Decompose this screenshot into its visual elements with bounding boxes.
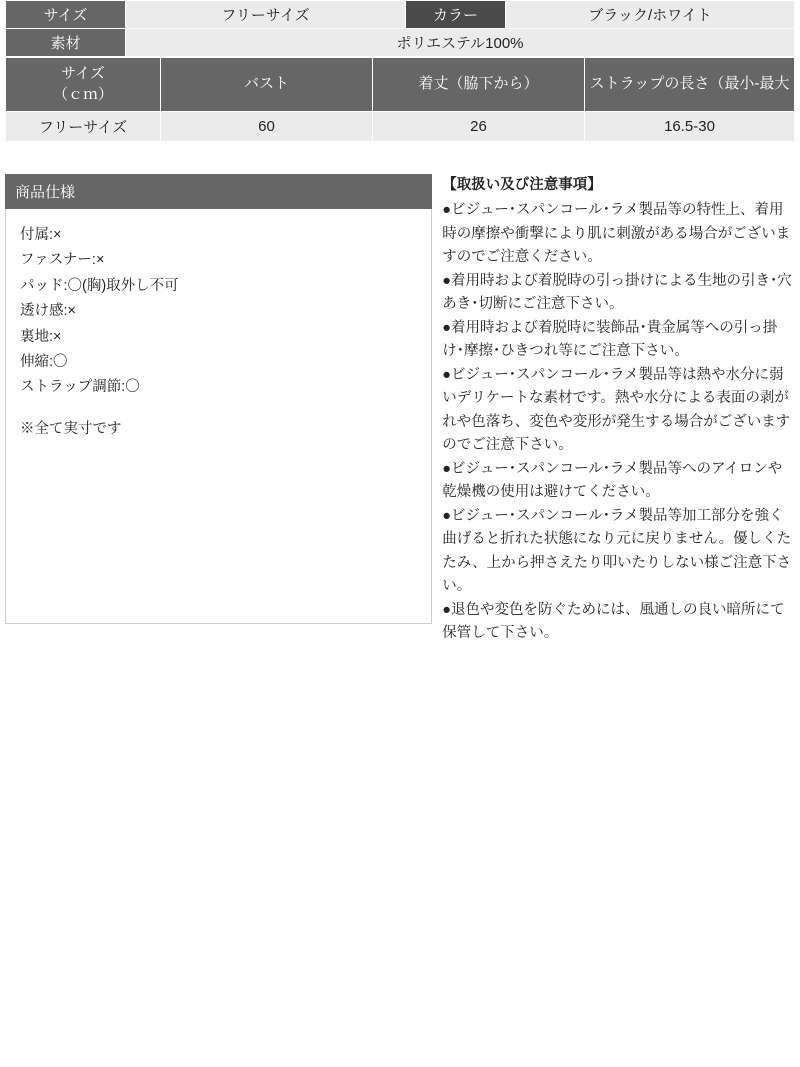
measurement-size-value: フリーサイズ	[6, 112, 161, 142]
material-value-cell: ポリエステル100%	[126, 29, 795, 57]
basic-spec-table	[5, 0, 795, 57]
measurement-size-header	[6, 58, 161, 112]
size-value-cell: フリーサイズ	[126, 1, 406, 29]
care-instructions-panel	[442, 174, 795, 646]
care-instructions-title: 【取扱い及び注意事項】	[442, 177, 602, 193]
actual-measurement-note: ※全て実寸です	[20, 420, 122, 437]
strap-length-value: 16.5-30	[585, 112, 795, 142]
strap-length-header: ストラップの長さ（最小-最大	[585, 58, 795, 112]
list-item: ストラップ調節:〇	[20, 379, 140, 396]
list-item: ●ビジュー･スパンコール･ラメ製品等加工部分を強く曲げると折れた状態になり元に戻りません。優しくたたみ、上から押さえたり叩いたりしない様ご注意下さい。	[442, 507, 792, 595]
list-item: 透け感:×	[20, 303, 76, 320]
length-value: 26	[373, 112, 585, 142]
measurement-table	[5, 57, 795, 142]
list-item: ●着用時および着脱時の引っ掛けによる生地の引き･穴あき･切断にご注意下さい。	[442, 272, 792, 313]
product-spec-title: 商品仕様	[5, 174, 432, 209]
table-row	[6, 112, 795, 142]
list-item: ●退色や変色を防ぐためには、風通しの良い暗所にて保管して下さい。	[442, 601, 785, 642]
material-header-cell: 素材	[6, 29, 126, 57]
bust-value: 60	[161, 112, 373, 142]
measurement-size-header-line2: （ｃｍ）	[52, 85, 113, 103]
length-header: 着丈（脇下から）	[373, 58, 585, 112]
list-item: ●ビジュー･スパンコール･ラメ製品等へのアイロンや乾燥機の使用は避けてください。	[442, 460, 783, 501]
bust-header: バスト	[161, 58, 373, 112]
list-item: ●ビジュー･スパンコール･ラメ製品等は熱や水分に弱いデリケートな素材です。熱や水分による表面の剥がれや色落ち、変色や変形が発生する場合がございますのでご注意下さい。	[442, 366, 791, 454]
table-row	[6, 1, 795, 29]
list-item: 付属:×	[20, 227, 62, 243]
list-item: ●着用時および着脱時に装飾品･貴金属等への引っ掛け･摩擦･ひきつれ等にご注意下さい。	[442, 319, 778, 360]
measurement-size-header-line1: サイズ	[61, 65, 105, 83]
spacer	[20, 401, 417, 417]
product-spec-panel	[5, 174, 432, 624]
list-item: 伸縮:〇	[20, 353, 68, 370]
product-spec-body	[5, 209, 432, 624]
lower-section	[0, 174, 800, 646]
list-item: ●ビジュー･スパンコール･ラメ製品等の特性上、着用時の摩擦や衝撃により肌に刺激がある場合がございますのでご注意ください。	[442, 202, 791, 266]
size-header-cell: サイズ	[6, 1, 126, 29]
color-header-cell: カラー	[406, 1, 506, 29]
table-row	[6, 29, 795, 57]
list-item: 裏地:×	[20, 328, 62, 345]
color-value-cell: ブラック/ホワイト	[506, 1, 795, 29]
table-header-row	[6, 58, 795, 112]
list-item: ファスナー:×	[20, 252, 105, 269]
list-item: パッド:〇(胸)取外し不可	[20, 277, 179, 294]
